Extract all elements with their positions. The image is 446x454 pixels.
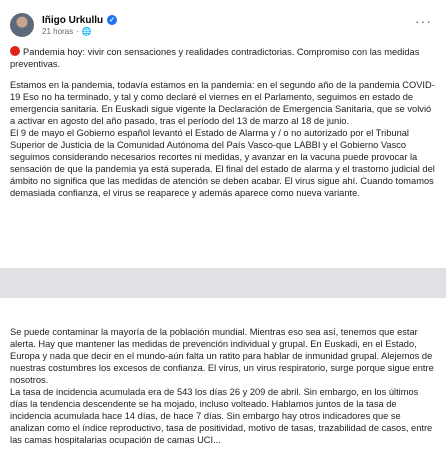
continuation-paragraph-1: Se puede contaminar la mayoría de la población mundial. Mientras eso sea así, tenemos que estar alerta. Hay que mantener las medidas de prevención individual y grupal. En Euskadi, en el Estado, Europa y nada que decir en el mundo-aún falta un ratito para hablar de inmunidad grupal. Alejemos de nuestras costumbres los excesos de confianza. El virus, un virus respiratorio, surge porque sigue entre nosotros. [10, 327, 434, 385]
post-paragraph-1: Estamos en la pandemia, todavía estamos en la pandemia: en el segundo año de la pandemia COVID-19 Eso no ha terminado, y tal y como declaré el viernes en el Parlamento, seguimos en estado de emergencia sanitaria. En Euskadi sigue vigente la Declaración de Emergencia Sanitaria, que se volvió a activar en agosto del año pasado, tras el período del 13 de marzo al 18 de junio. [10, 80, 435, 126]
red-circle-icon [10, 46, 20, 56]
author-block [42, 15, 117, 36]
globe-icon: 🌐 [81, 26, 92, 36]
post-time[interactable]: 21 horas [42, 26, 74, 36]
author-line [42, 15, 117, 26]
author-name[interactable]: Iñigo Urkullu [42, 14, 104, 26]
continuation-paragraph-2: La tasa de incidencia acumulada era de 543 los días 26 y 209 de abril. Sin embargo, en los últimos días la tendencia descendente se ha mojado, incluso volteado. Hablamos juntos de la tasa de incidencia acumulada hace 14 días, de hace 7 días. Sin embargo hay otros indicadores que se analizan como el índice reproductivo, tasa de positividad, motivo de tasas, trazabilidad de casos, entre las camas hospitalarias ocupación de camas UCI... [10, 387, 433, 445]
post-meta [42, 27, 117, 36]
continuation-body [10, 326, 436, 446]
post-headline [10, 46, 436, 70]
post-body [10, 46, 436, 199]
post-continuation-card [0, 298, 446, 454]
post-paragraph-2: El 9 de mayo el Gobierno español levantó el Estado de Alarma y / o no autorizado por el Tribunal Superior de Justicia de la Comunidad Autónoma del País Vasco-que LABBI y el Gobierno Vasco seguimos considerando necesarios recortes ni medidas, y avanzar en la vacuna puede provocar la sensación de que la pandemia ya está superada. El final del estado de alarma y el trastorno judicial del ámbito no significa que las medidas de atención se deben acabar. El virus sigue ahí. Cuando tomamos demasiada confianza, el virus se reaparece y además aparece como nueva variante. [10, 128, 435, 198]
more-options-icon[interactable]: ··· [415, 13, 432, 29]
avatar[interactable] [10, 13, 34, 37]
headline-text: Pandemia hoy: vivir con sensaciones y realidades contradictorias. Compromiso con las medidas preventivas. [10, 47, 420, 69]
verified-badge-icon: ✓ [107, 15, 117, 25]
post-header [10, 10, 436, 40]
meta-separator: · [76, 26, 79, 36]
